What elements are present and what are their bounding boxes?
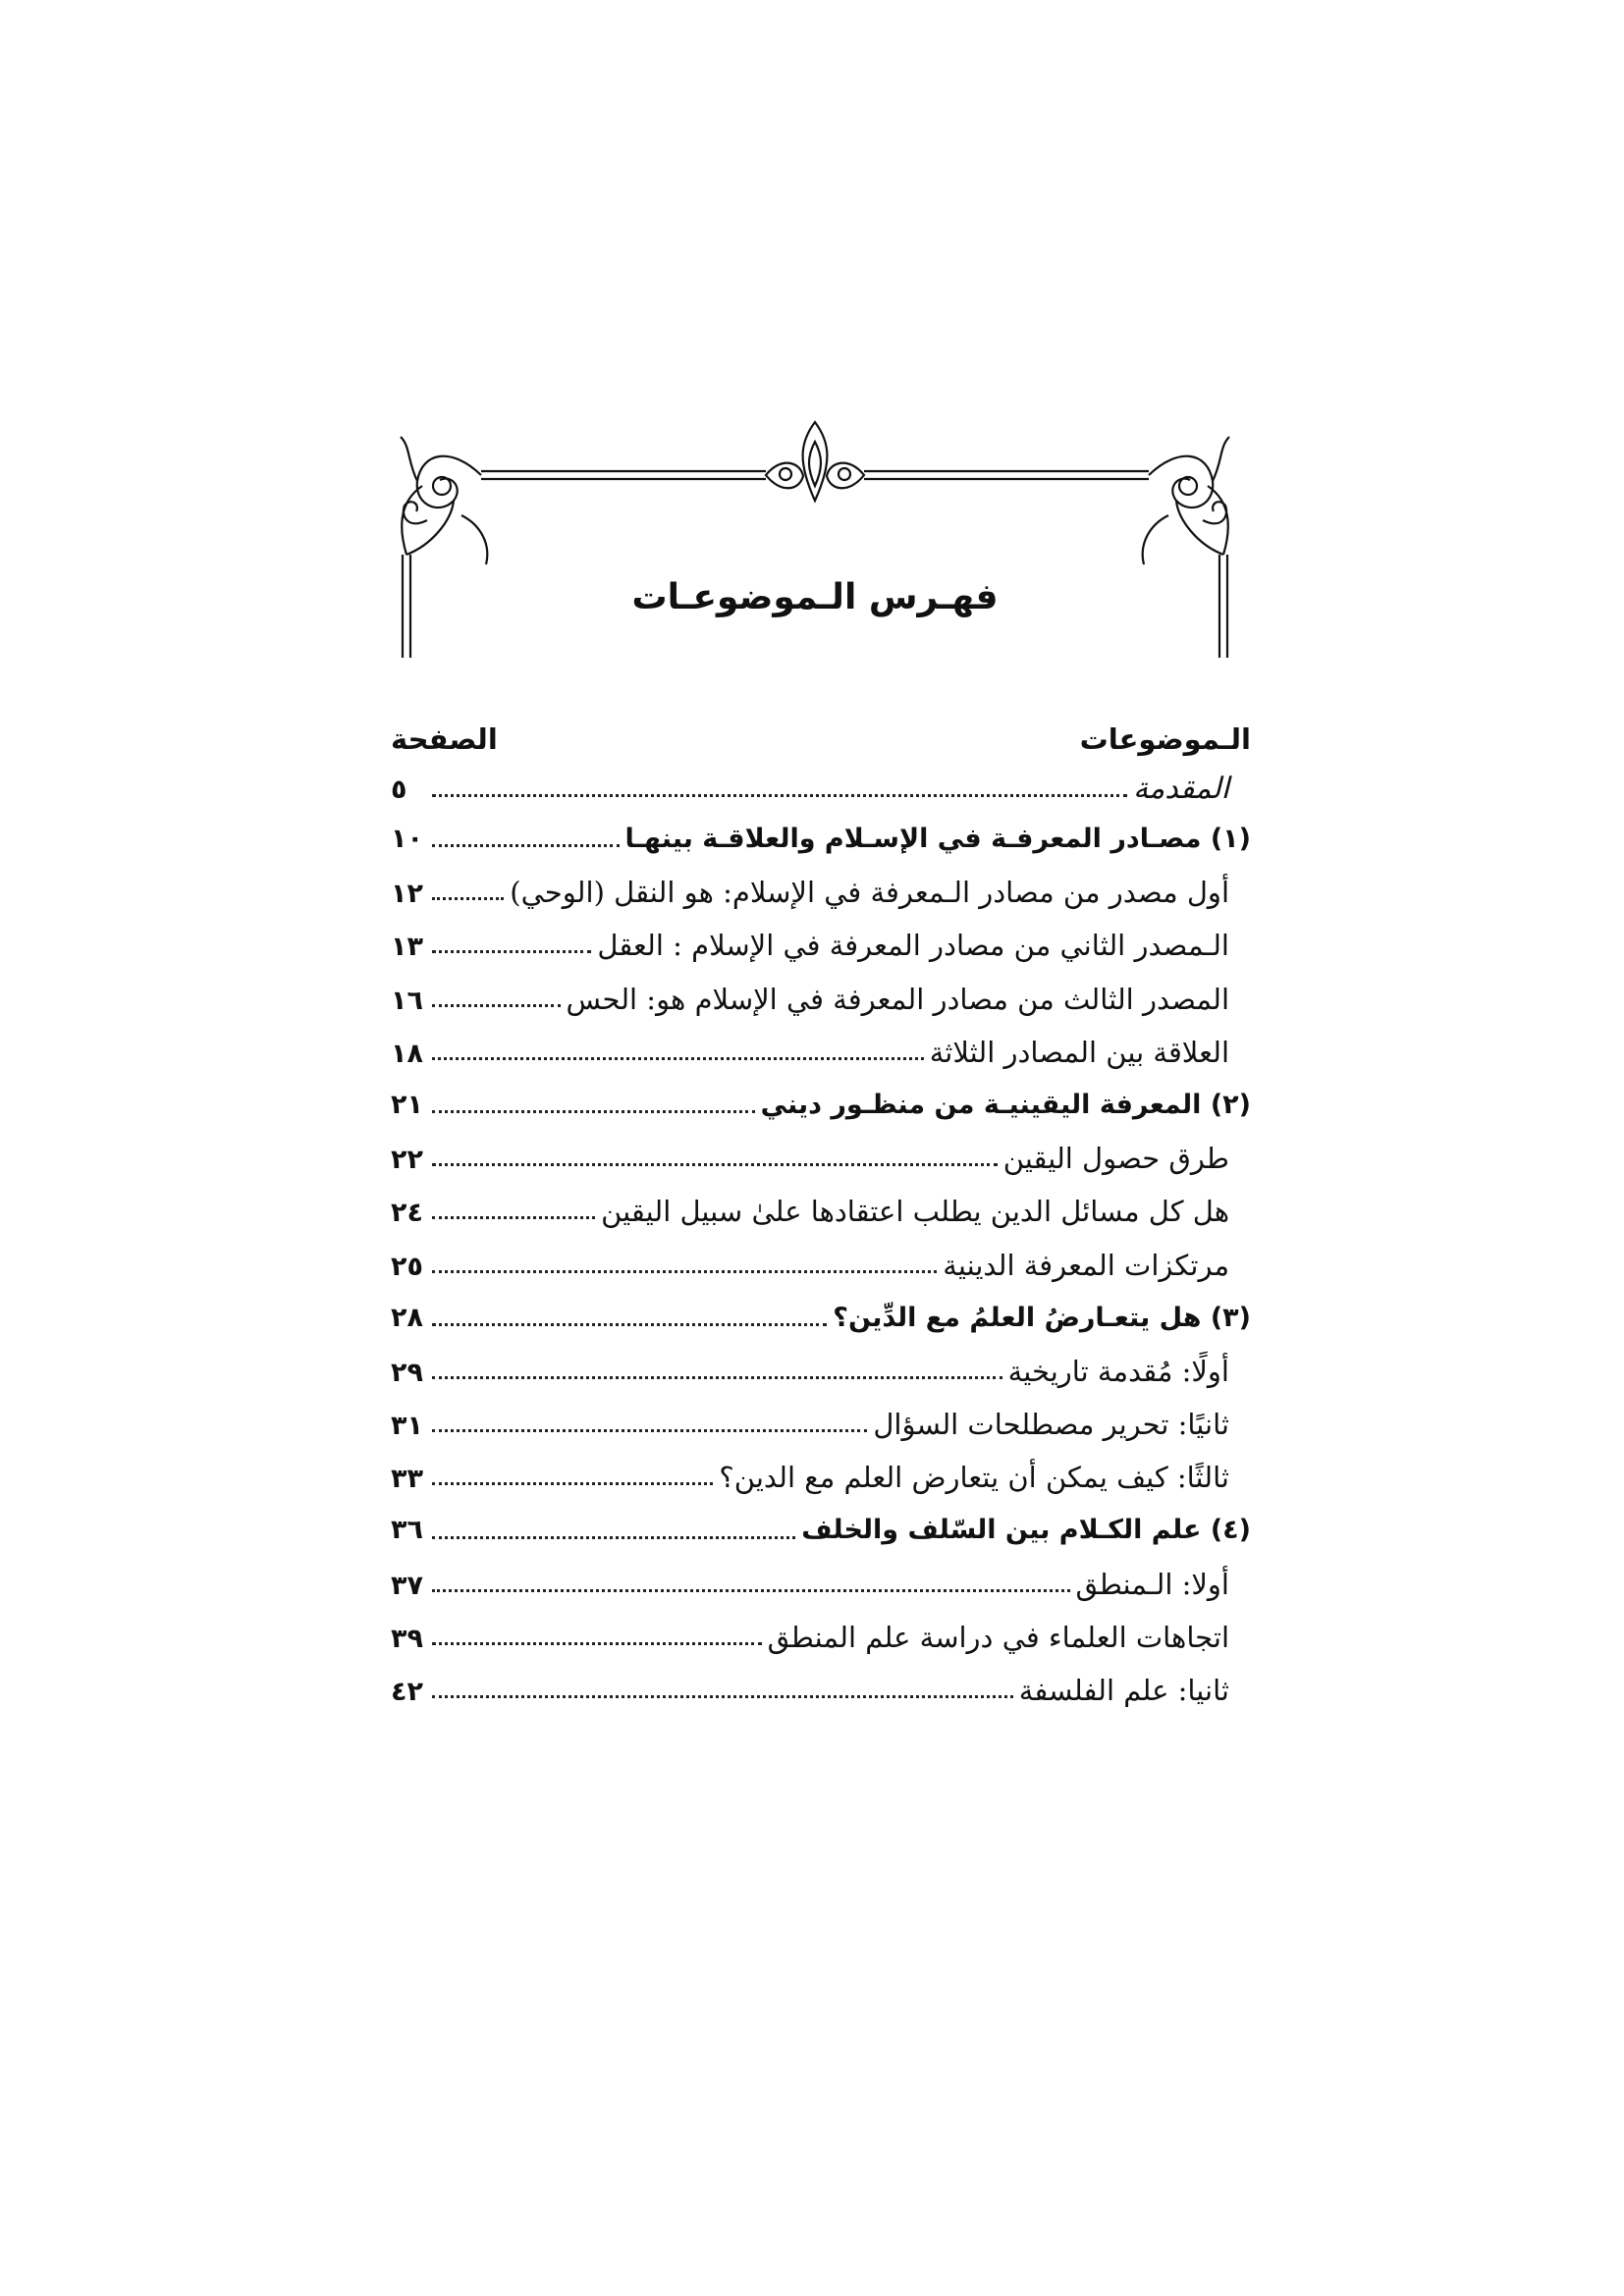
toc-entry-label: طرق حصول اليقين: [1002, 1142, 1229, 1176]
toc-entry-label: أولًا: مُقدمة تاريخية: [1007, 1354, 1229, 1388]
dot-leader: [432, 988, 561, 1011]
toc-entry[interactable]: [391, 1611, 1251, 1664]
toc-entry-label: ثانيًا: تحرير مصطلحات السؤال: [873, 1408, 1229, 1442]
toc-entry[interactable]: [391, 1185, 1251, 1238]
dot-leader: [432, 1679, 1013, 1702]
dot-leader: [432, 1200, 595, 1223]
toc-entry-page: ٣٦: [391, 1515, 423, 1546]
table-of-contents: [391, 722, 1251, 1717]
toc-entry[interactable]: [391, 766, 1251, 813]
dot-leader: [432, 1626, 762, 1649]
dot-leader: [432, 1466, 713, 1489]
toc-entry-page: ٢٩: [391, 1357, 423, 1388]
toc-entry-page: ٢٤: [391, 1198, 423, 1229]
toc-entry-label: (٤) علم الكـلام بين السّلف والخلف: [801, 1515, 1251, 1546]
toc-entry-page: ٤٢: [391, 1677, 423, 1707]
toc-entry-label: العلاقة بين المصادر الثلاثة: [929, 1035, 1229, 1069]
toc-entry-label: ثانيا: علم الفلسفة: [1018, 1674, 1229, 1707]
ornamental-frame: [393, 407, 1237, 663]
toc-entry-page: ٣٧: [391, 1570, 423, 1601]
dot-leader: [432, 1520, 795, 1543]
toc-entry[interactable]: [391, 1026, 1251, 1079]
toc-entry-page: ١٠: [391, 824, 423, 854]
toc-entry[interactable]: [391, 1451, 1251, 1504]
toc-entry-label: أولا: الـمنطق: [1075, 1567, 1229, 1601]
dot-leader: [432, 777, 1127, 801]
dot-leader: [432, 1573, 1070, 1596]
toc-entry-page: ٢٢: [391, 1145, 423, 1176]
toc-section[interactable]: [391, 1079, 1251, 1132]
toc-entry-label: (٢) المعرفة اليقينيـة من منظـور ديني: [760, 1089, 1251, 1120]
toc-header: [391, 722, 1251, 766]
toc-entry-page: ٢٨: [391, 1302, 423, 1333]
page-title: فهـرس الـموضوعـات: [631, 577, 999, 617]
dot-leader: [432, 828, 620, 851]
toc-entry[interactable]: [391, 1132, 1251, 1185]
topics-column-header: الـموضوعات: [1079, 722, 1251, 756]
toc-entry-label: المقدمة: [1133, 772, 1229, 806]
page-column-header: الصفحة: [391, 722, 498, 756]
toc-section[interactable]: [391, 1504, 1251, 1557]
dot-leader: [432, 881, 504, 904]
toc-section[interactable]: [391, 1292, 1251, 1345]
dot-leader: [432, 934, 591, 957]
toc-entry[interactable]: [391, 1558, 1251, 1611]
toc-entry-page: ٣٩: [391, 1623, 423, 1654]
toc-entry-label: المصدر الثالث من مصادر المعرفة في الإسلام هو: الحس: [566, 982, 1229, 1016]
toc-entry-page: ١٣: [391, 932, 423, 963]
toc-entry[interactable]: [391, 1664, 1251, 1717]
toc-entry-page: ١٨: [391, 1038, 423, 1069]
toc-entry-page: ٢٥: [391, 1251, 423, 1282]
toc-entry-label: (٣) هل يتعـارضُ العلمُ مع الدِّين؟: [833, 1302, 1251, 1333]
toc-entry-page: ٢١: [391, 1089, 423, 1120]
toc-entry-label: مرتكزات المعرفة الدينية: [943, 1248, 1229, 1282]
toc-entry-page: ٥: [391, 774, 407, 805]
ornament-icon: [393, 407, 1237, 663]
toc-entry-label: اتجاهات العلماء في دراسة علم المنطق: [767, 1620, 1229, 1654]
toc-entry[interactable]: [391, 973, 1251, 1026]
dot-leader: [432, 1147, 998, 1170]
dot-leader: [432, 1254, 937, 1277]
toc-entry[interactable]: [391, 866, 1251, 919]
toc-entry-label: الـمصدر الثاني من مصادر المعرفة في الإسلام : العقل: [597, 929, 1229, 963]
dot-leader: [432, 1041, 924, 1064]
toc-entry-label: أول مصدر من مصادر الـمعرفة في الإسلام: هو النقل (الوحي): [510, 876, 1229, 910]
dot-leader: [432, 1360, 1002, 1383]
toc-entry-page: ١٦: [391, 985, 423, 1016]
toc-entry-label: (١) مصـادر المعرفـة في الإسـلام والعلاقـة بينهـا: [624, 824, 1251, 854]
dot-leader: [432, 1413, 867, 1436]
toc-entry[interactable]: [391, 919, 1251, 972]
dot-leader: [432, 1094, 755, 1117]
toc-entry[interactable]: [391, 1398, 1251, 1451]
toc-entry-page: ١٢: [391, 879, 423, 910]
dot-leader: [432, 1307, 827, 1330]
toc-section[interactable]: [391, 813, 1251, 866]
toc-entry[interactable]: [391, 1345, 1251, 1398]
toc-entry-label: ثالثًا: كيف يمكن أن يتعارض العلم مع الدين؟: [719, 1461, 1229, 1495]
toc-entry-page: ٣٣: [391, 1464, 423, 1495]
toc-entry-page: ٣١: [391, 1411, 423, 1442]
toc-entry[interactable]: [391, 1239, 1251, 1292]
toc-entry-label: هل كل مسائل الدين يطلب اعتقادها علىٰ سبيل اليقين: [601, 1195, 1229, 1229]
